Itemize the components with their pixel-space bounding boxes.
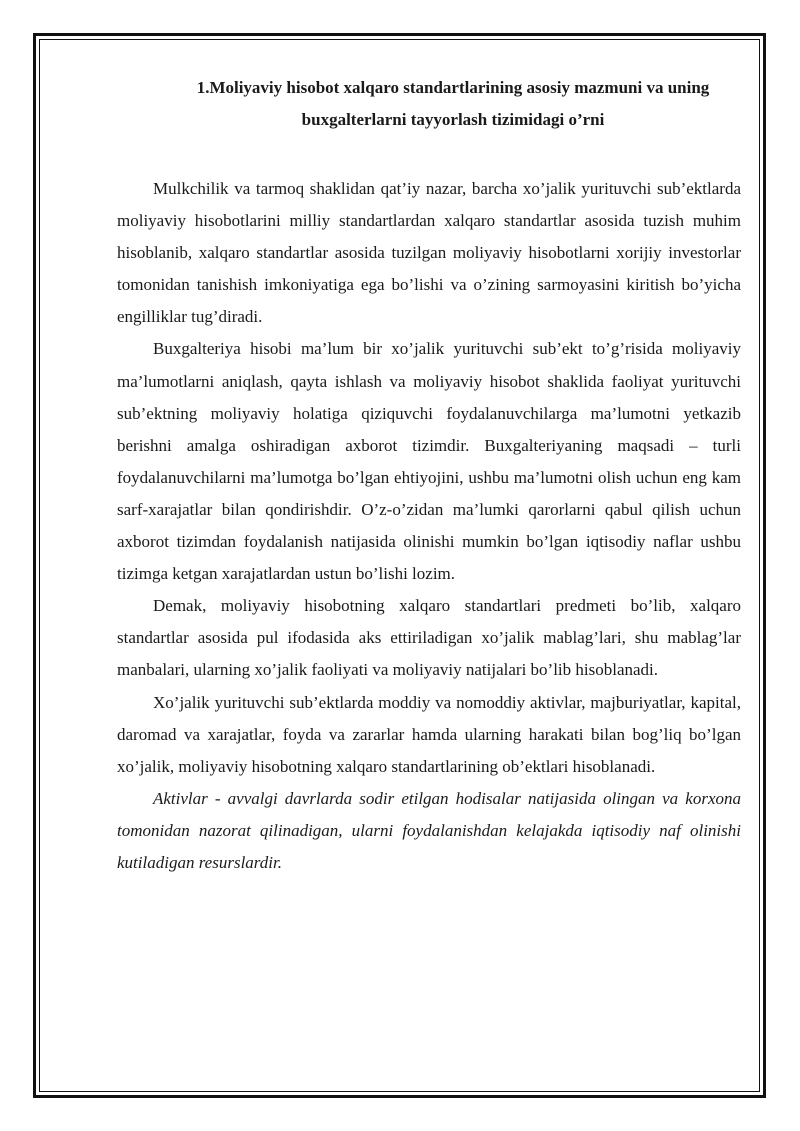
paragraph: Xo’jalik yurituvchi sub’ektlarda moddiy va nomoddiy aktivlar, majburiyatlar, kapital, daromad va xarajatlar, foyda va zararlar hamda ularning harakati bilan bog’liq bo’lgan xo’jalik, moliyaviy hisobotning xalqaro standartlarining ob’ektlari hisoblanadi.: [117, 692, 741, 776]
title-line-2: buxgalterlarni tayyorlash tizimidagi o’rni: [301, 110, 605, 129]
paragraph: Mulkchilik va tarmoq shaklidan qat’iy nazar, barcha xo’jalik yurituvchi sub’ektlarda moliyaviy hisobotlarini milliy standartlardan xalqaro standartlar asosida tuzish muhim hisoblanib, xalqaro standartlar asosida tuzilgan moliyaviy hisobotlarni xorijiy investorlar tomonidan tanishish imkoniyatiga ega bo’lishi va o’zining sarmoyasini kiritish bo’yicha engilliklar tug’diradi.: [117, 179, 741, 327]
page-title: [117, 72, 741, 136]
paragraph-list: [117, 173, 741, 879]
paragraph: Buxgalteriya hisobi ma’lum bir xo’jalik yurituvchi sub’ekt to’g’risida moliyaviy ma’lumotlarni aniqlash, qayta ishlash va moliyaviy hisobot shaklida faoliyat yurituvchi sub’ektning moliyaviy holatiga qiziquvchi foydalanuvchilarga ma’lumotni yetkazib berishni amalga oshiradigan axborot tizimdir. Buxgalteriyaning maqsadi – turli foydalanuvchilarni ma’lumotga bo’lgan ehtiyojini, ushbu ma’lumotni olish uchun eng kam sarf-xarajatlar bilan qondirishdir. O’z-o’zidan ma’lumki qarorlarni qabul qilish uchun axborot tizimdan foydalanish natijasida olinishi mumkin bo’lgan iqtisodiy naflar ushbu tizimga ketgan xarajatlardan ustun bo’lishi lozim.: [117, 339, 741, 584]
paragraph: Demak, moliyaviy hisobotning xalqaro standartlari predmeti bo’lib, xalqaro standartlar asosida pul ifodasida aks ettiriladigan xo’jalik mablag’lari, shu mablag’lar manbalari, ularning xo’jalik faoliyati va moliyaviy natijalari bo’lib hisoblanadi.: [117, 596, 741, 680]
title-line-1: 1.Moliyaviy hisobot xalqaro standartlarining asosiy mazmuni va uning: [196, 78, 710, 97]
paragraph-definition: Aktivlar - avvalgi davrlarda sodir etilgan hodisalar natijasida olingan va korxona tomonidan nazorat qilinadigan, ularni foydalanishdan kelajakda iqtisodiy naf olinishi kutiladigan resurslardir.: [117, 788, 741, 872]
document-body: [117, 72, 741, 879]
